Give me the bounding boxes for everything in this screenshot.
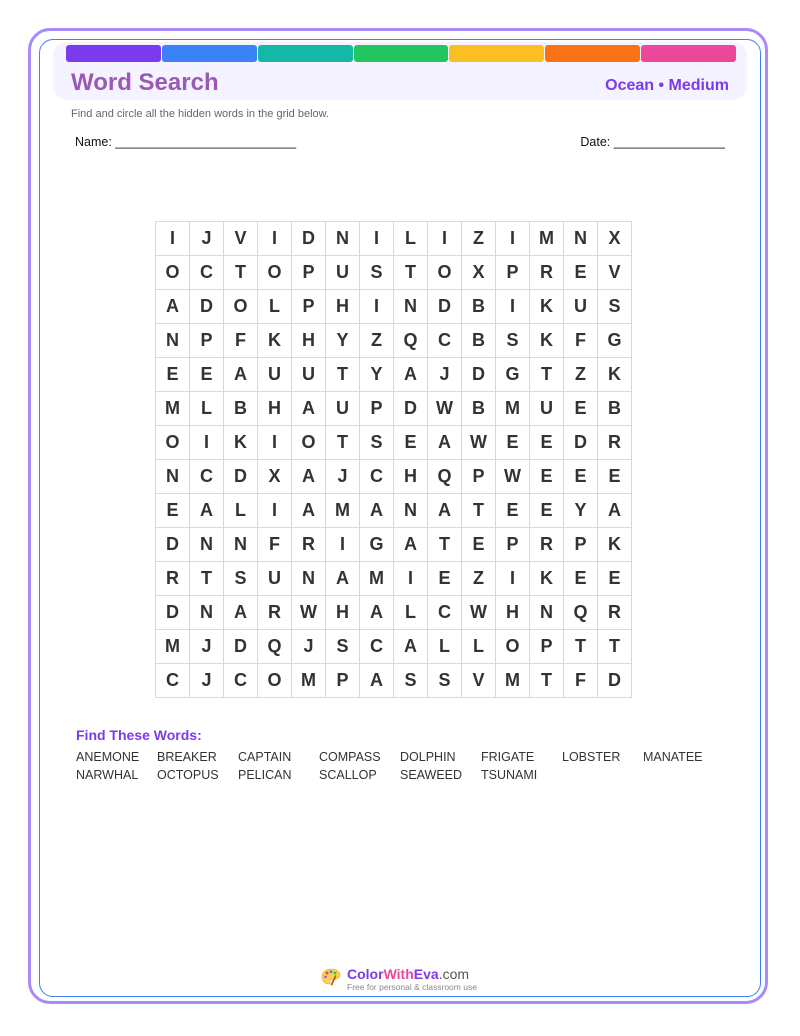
grid-row — [156, 630, 632, 664]
grid-cell[interactable]: U — [326, 392, 360, 426]
grid-cell[interactable]: T — [428, 528, 462, 562]
grid-cell[interactable]: D — [156, 596, 190, 630]
grid-cell[interactable]: T — [326, 426, 360, 460]
grid-cell[interactable]: K — [530, 290, 564, 324]
grid-cell[interactable]: P — [496, 256, 530, 290]
grid-cell[interactable]: R — [530, 256, 564, 290]
color-bar-segment — [449, 45, 544, 62]
footer-brand — [320, 966, 477, 992]
grid-cell[interactable]: H — [326, 596, 360, 630]
grid-cell[interactable]: A — [394, 528, 428, 562]
grid-cell[interactable]: U — [258, 358, 292, 392]
grid-cell[interactable]: U — [326, 256, 360, 290]
grid-cell[interactable]: U — [292, 358, 326, 392]
grid-cell[interactable]: L — [394, 222, 428, 256]
color-bar-segment — [354, 45, 449, 62]
grid-cell[interactable]: R — [156, 562, 190, 596]
grid-cell[interactable]: K — [598, 358, 632, 392]
word-bank-list — [76, 750, 736, 783]
grid-cell[interactable]: F — [564, 664, 598, 698]
grid-cell[interactable]: K — [530, 324, 564, 358]
grid-cell[interactable]: T — [190, 562, 224, 596]
grid-cell[interactable]: C — [190, 256, 224, 290]
grid-cell[interactable]: J — [326, 460, 360, 494]
grid-cell[interactable]: K — [598, 528, 632, 562]
grid-cell[interactable]: N — [190, 596, 224, 630]
grid-cell[interactable]: Q — [394, 324, 428, 358]
grid-cell[interactable]: P — [462, 460, 496, 494]
grid-cell[interactable]: N — [292, 562, 326, 596]
grid-cell[interactable]: L — [428, 630, 462, 664]
grid-cell[interactable]: D — [462, 358, 496, 392]
grid-cell[interactable]: K — [530, 562, 564, 596]
grid-cell[interactable]: S — [360, 426, 394, 460]
grid-cell[interactable]: E — [598, 460, 632, 494]
word-bank-item: ANEMONE — [76, 750, 140, 764]
grid-cell[interactable]: S — [326, 630, 360, 664]
grid-cell[interactable]: I — [258, 494, 292, 528]
word-bank-item: MANATEE — [643, 750, 703, 764]
grid-cell[interactable]: P — [496, 528, 530, 562]
grid-cell[interactable]: X — [462, 256, 496, 290]
grid-cell[interactable]: O — [292, 426, 326, 460]
grid-cell[interactable]: Z — [564, 358, 598, 392]
grid-cell[interactable]: P — [292, 256, 326, 290]
grid-cell[interactable]: A — [360, 494, 394, 528]
grid-cell[interactable]: D — [292, 222, 326, 256]
grid-cell[interactable]: A — [326, 562, 360, 596]
grid-cell[interactable]: R — [258, 596, 292, 630]
word-bank-item: BREAKER — [157, 750, 217, 764]
grid-cell[interactable]: G — [598, 324, 632, 358]
grid-cell[interactable]: R — [598, 426, 632, 460]
grid-cell[interactable]: V — [462, 664, 496, 698]
grid-row — [156, 222, 632, 256]
grid-cell[interactable]: G — [360, 528, 394, 562]
grid-cell[interactable]: S — [224, 562, 258, 596]
grid-cell[interactable]: L — [462, 630, 496, 664]
grid-cell[interactable]: T — [598, 630, 632, 664]
grid-cell[interactable]: M — [360, 562, 394, 596]
grid-cell[interactable]: X — [258, 460, 292, 494]
grid-cell[interactable]: A — [394, 358, 428, 392]
grid-cell[interactable]: F — [224, 324, 258, 358]
grid-cell[interactable]: B — [462, 290, 496, 324]
grid-cell[interactable]: H — [326, 290, 360, 324]
word-bank-item: FRIGATE — [481, 750, 535, 764]
grid-cell[interactable]: R — [530, 528, 564, 562]
grid-cell[interactable]: M — [156, 392, 190, 426]
grid-cell[interactable]: U — [258, 562, 292, 596]
color-bar-segment — [258, 45, 353, 62]
grid-cell[interactable]: H — [394, 460, 428, 494]
grid-cell[interactable]: A — [428, 426, 462, 460]
word-bank-item: LOBSTER — [562, 750, 621, 764]
grid-cell[interactable]: A — [598, 494, 632, 528]
grid-cell[interactable]: A — [394, 630, 428, 664]
grid-cell[interactable]: X — [598, 222, 632, 256]
grid-cell[interactable]: A — [224, 358, 258, 392]
palette-icon — [320, 967, 342, 987]
grid-cell[interactable]: N — [564, 222, 598, 256]
grid-row — [156, 562, 632, 596]
grid-cell[interactable]: E — [496, 494, 530, 528]
page-title: Word Search — [71, 69, 219, 96]
grid-cell[interactable]: A — [224, 596, 258, 630]
grid-cell[interactable]: I — [156, 222, 190, 256]
grid-cell[interactable]: E — [564, 562, 598, 596]
grid-cell[interactable]: C — [156, 664, 190, 698]
grid-cell[interactable]: O — [258, 664, 292, 698]
grid-cell[interactable]: E — [564, 392, 598, 426]
color-bar — [66, 45, 736, 62]
word-bank-item: DOLPHIN — [400, 750, 456, 764]
grid-cell[interactable]: I — [190, 426, 224, 460]
grid-cell[interactable]: B — [598, 392, 632, 426]
grid-cell[interactable]: W — [462, 426, 496, 460]
grid-cell[interactable]: P — [326, 664, 360, 698]
grid-cell[interactable]: S — [428, 664, 462, 698]
grid-cell[interactable]: T — [530, 358, 564, 392]
grid-cell[interactable]: N — [326, 222, 360, 256]
grid-cell[interactable]: Z — [360, 324, 394, 358]
grid-cell[interactable]: G — [496, 358, 530, 392]
grid-cell[interactable]: N — [156, 324, 190, 358]
grid-cell[interactable]: E — [156, 358, 190, 392]
grid-cell[interactable]: M — [496, 664, 530, 698]
grid-cell[interactable]: I — [360, 290, 394, 324]
grid-cell[interactable]: M — [530, 222, 564, 256]
grid-cell[interactable]: H — [496, 596, 530, 630]
grid-row — [156, 664, 632, 698]
grid-cell[interactable]: K — [224, 426, 258, 460]
grid-cell[interactable]: J — [428, 358, 462, 392]
grid-cell[interactable]: D — [598, 664, 632, 698]
grid-cell[interactable]: H — [258, 392, 292, 426]
grid-cell[interactable]: Y — [326, 324, 360, 358]
grid-cell[interactable]: A — [360, 664, 394, 698]
grid-row — [156, 392, 632, 426]
grid-row — [156, 596, 632, 630]
grid-cell[interactable]: A — [292, 460, 326, 494]
grid-cell[interactable]: N — [530, 596, 564, 630]
grid-row — [156, 460, 632, 494]
grid-cell[interactable]: D — [224, 630, 258, 664]
color-bar-segment — [162, 45, 257, 62]
name-field[interactable]: Name: __________________________ — [75, 135, 297, 149]
grid-cell[interactable]: I — [496, 222, 530, 256]
grid-cell[interactable]: L — [258, 290, 292, 324]
grid-cell[interactable]: I — [394, 562, 428, 596]
grid-cell[interactable]: D — [394, 392, 428, 426]
grid-cell[interactable]: D — [224, 460, 258, 494]
grid-cell[interactable]: L — [224, 494, 258, 528]
grid-row — [156, 358, 632, 392]
grid-cell[interactable]: E — [564, 460, 598, 494]
grid-cell[interactable]: C — [190, 460, 224, 494]
grid-cell[interactable]: N — [394, 494, 428, 528]
grid-cell[interactable]: O — [224, 290, 258, 324]
grid-cell[interactable]: M — [292, 664, 326, 698]
grid-cell[interactable]: P — [530, 630, 564, 664]
grid-cell[interactable]: T — [224, 256, 258, 290]
instructions: Find and circle all the hidden words in the grid below. — [71, 108, 330, 120]
grid-cell[interactable]: I — [326, 528, 360, 562]
grid-cell[interactable]: F — [258, 528, 292, 562]
grid-cell[interactable]: T — [564, 630, 598, 664]
grid-cell[interactable]: I — [258, 222, 292, 256]
grid-cell[interactable]: V — [598, 256, 632, 290]
grid-cell[interactable]: A — [156, 290, 190, 324]
word-bank-item: SCALLOP — [319, 768, 377, 782]
grid-cell[interactable]: O — [156, 426, 190, 460]
grid-cell[interactable]: P — [564, 528, 598, 562]
grid-cell[interactable]: C — [428, 324, 462, 358]
word-bank-item: PELICAN — [238, 768, 292, 782]
grid-cell[interactable]: L — [190, 392, 224, 426]
grid-cell[interactable]: N — [190, 528, 224, 562]
word-bank-item: OCTOPUS — [157, 768, 219, 782]
grid-cell[interactable]: B — [224, 392, 258, 426]
grid-cell[interactable]: S — [360, 256, 394, 290]
grid-cell[interactable]: Q — [564, 596, 598, 630]
word-bank-item: CAPTAIN — [238, 750, 292, 764]
grid-cell[interactable]: W — [428, 392, 462, 426]
grid-cell[interactable]: E — [530, 460, 564, 494]
grid-row — [156, 528, 632, 562]
grid-cell[interactable]: M — [326, 494, 360, 528]
grid-cell[interactable]: U — [530, 392, 564, 426]
color-bar-segment — [641, 45, 736, 62]
grid-cell[interactable]: N — [224, 528, 258, 562]
grid-cell[interactable]: M — [156, 630, 190, 664]
grid-cell[interactable]: C — [360, 630, 394, 664]
grid-cell[interactable]: O — [428, 256, 462, 290]
grid-cell[interactable]: S — [394, 664, 428, 698]
grid-cell[interactable]: V — [224, 222, 258, 256]
grid-cell[interactable]: Y — [564, 494, 598, 528]
grid-cell[interactable]: E — [156, 494, 190, 528]
grid-cell[interactable]: Z — [462, 562, 496, 596]
grid-cell[interactable]: W — [462, 596, 496, 630]
grid-cell[interactable]: K — [258, 324, 292, 358]
grid-cell[interactable]: E — [530, 426, 564, 460]
grid-cell[interactable]: T — [530, 664, 564, 698]
grid-cell[interactable]: A — [292, 392, 326, 426]
grid-cell[interactable]: O — [156, 256, 190, 290]
grid-cell[interactable]: T — [462, 494, 496, 528]
grid-cell[interactable]: A — [292, 494, 326, 528]
grid-cell[interactable]: F — [564, 324, 598, 358]
word-bank-item: NARWHAL — [76, 768, 139, 782]
grid-cell[interactable]: H — [292, 324, 326, 358]
grid-cell[interactable]: R — [292, 528, 326, 562]
grid-cell[interactable]: B — [462, 324, 496, 358]
grid-cell[interactable]: I — [428, 222, 462, 256]
grid-cell[interactable]: J — [190, 222, 224, 256]
word-bank-item: TSUNAMI — [481, 768, 538, 782]
grid-cell[interactable]: E — [462, 528, 496, 562]
grid-cell[interactable]: D — [428, 290, 462, 324]
grid-cell[interactable]: E — [564, 256, 598, 290]
grid-cell[interactable]: E — [598, 562, 632, 596]
grid-cell[interactable]: I — [258, 426, 292, 460]
grid-row — [156, 290, 632, 324]
grid-cell[interactable]: E — [394, 426, 428, 460]
grid-cell[interactable]: I — [496, 562, 530, 596]
grid-cell[interactable]: J — [292, 630, 326, 664]
grid-cell[interactable]: I — [360, 222, 394, 256]
grid-cell[interactable]: W — [292, 596, 326, 630]
grid-cell[interactable]: Q — [428, 460, 462, 494]
grid-cell[interactable]: E — [428, 562, 462, 596]
grid-cell[interactable]: B — [462, 392, 496, 426]
grid-cell[interactable]: D — [190, 290, 224, 324]
grid-cell[interactable]: N — [394, 290, 428, 324]
color-bar-segment — [545, 45, 640, 62]
grid-cell[interactable]: J — [190, 630, 224, 664]
grid-row — [156, 256, 632, 290]
word-bank-heading: Find These Words: — [76, 727, 202, 743]
grid-cell[interactable]: T — [394, 256, 428, 290]
grid-cell[interactable]: A — [190, 494, 224, 528]
grid-cell[interactable]: P — [360, 392, 394, 426]
grid-cell[interactable]: Q — [258, 630, 292, 664]
grid-cell[interactable]: A — [428, 494, 462, 528]
grid-cell[interactable]: O — [258, 256, 292, 290]
theme-difficulty-label: Ocean • Medium — [605, 77, 729, 94]
word-search-grid — [155, 221, 632, 698]
grid-cell[interactable]: S — [598, 290, 632, 324]
grid-cell[interactable]: D — [156, 528, 190, 562]
color-bar-segment — [66, 45, 161, 62]
grid-cell[interactable]: Y — [360, 358, 394, 392]
word-bank-item: COMPASS — [319, 750, 381, 764]
grid-cell[interactable]: N — [156, 460, 190, 494]
grid-cell[interactable]: I — [496, 290, 530, 324]
grid-cell[interactable]: U — [564, 290, 598, 324]
grid-cell[interactable]: L — [394, 596, 428, 630]
grid-cell[interactable]: C — [224, 664, 258, 698]
grid-cell[interactable]: C — [360, 460, 394, 494]
grid-cell[interactable]: P — [190, 324, 224, 358]
grid-cell[interactable]: M — [496, 392, 530, 426]
grid-cell[interactable]: W — [496, 460, 530, 494]
date-field[interactable]: Date: ________________ — [580, 135, 725, 149]
grid-cell[interactable]: J — [190, 664, 224, 698]
brand-tagline: Free for personal & classroom use — [347, 982, 477, 992]
word-bank-item: SEAWEED — [400, 768, 463, 782]
grid-cell[interactable]: T — [326, 358, 360, 392]
grid-cell[interactable]: E — [530, 494, 564, 528]
grid-cell[interactable]: S — [496, 324, 530, 358]
grid-cell[interactable]: O — [496, 630, 530, 664]
grid-cell[interactable]: D — [564, 426, 598, 460]
grid-row — [156, 426, 632, 460]
brand-name: ColorWithEva.com — [347, 966, 470, 982]
grid-cell[interactable]: E — [190, 358, 224, 392]
grid-cell[interactable]: Z — [462, 222, 496, 256]
grid-cell[interactable]: A — [360, 596, 394, 630]
grid-row — [156, 494, 632, 528]
grid-cell[interactable]: C — [428, 596, 462, 630]
grid-cell[interactable]: R — [598, 596, 632, 630]
grid-cell[interactable]: E — [496, 426, 530, 460]
grid-row — [156, 324, 632, 358]
grid-cell[interactable]: P — [292, 290, 326, 324]
